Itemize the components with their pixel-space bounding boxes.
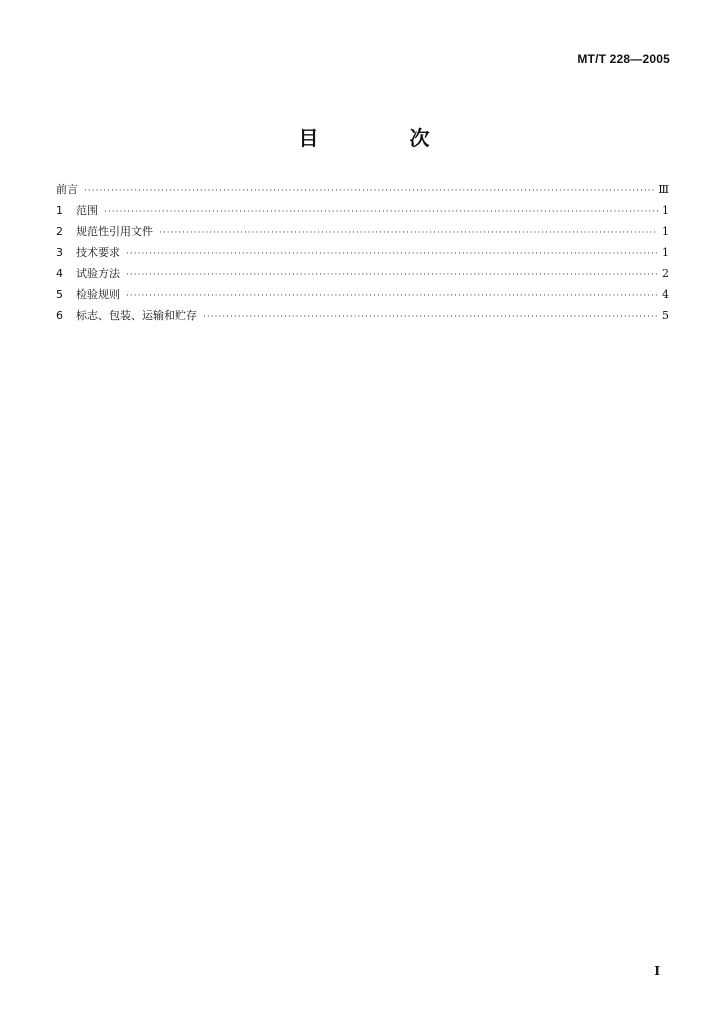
toc-entry-text: 检验规则 <box>76 288 120 301</box>
toc-leader-dots <box>126 270 658 280</box>
toc-leader-dots <box>159 228 658 238</box>
toc-leader-dots <box>203 312 658 322</box>
toc-entry-page: 4 <box>662 288 669 301</box>
toc-leader-dots <box>104 207 658 217</box>
toc-entry-number: 4 <box>56 267 63 280</box>
toc-leader-dots <box>126 291 658 301</box>
document-code: MT/T 228—2005 <box>577 52 670 66</box>
toc-entry-page: 2 <box>662 267 669 280</box>
toc-entry-text: 标志、包装、运输和贮存 <box>76 309 197 322</box>
toc-entry-5[interactable] <box>56 286 669 307</box>
toc-entry-text: 前言 <box>56 183 78 196</box>
toc-entry-page: 5 <box>662 309 669 322</box>
toc-entry-number: 2 <box>56 225 63 238</box>
toc-entry-number: 5 <box>56 288 63 301</box>
toc-entry-number: 3 <box>56 246 63 259</box>
toc-entry-page: Ⅲ <box>658 183 669 196</box>
table-of-contents <box>56 181 669 328</box>
toc-entry-3[interactable] <box>56 244 669 265</box>
toc-entry-text: 试验方法 <box>76 267 120 280</box>
toc-entry-number: 1 <box>56 204 63 217</box>
toc-leader-dots <box>126 249 658 259</box>
toc-entry-2[interactable] <box>56 223 669 244</box>
toc-entry-6[interactable] <box>56 307 669 328</box>
toc-entry-foreword[interactable] <box>56 181 669 202</box>
toc-entry-text: 技术要求 <box>76 246 120 259</box>
toc-entry-1[interactable] <box>56 202 669 223</box>
toc-leader-dots <box>84 186 654 196</box>
toc-entry-4[interactable] <box>56 265 669 286</box>
toc-title: 目 次 <box>298 126 472 150</box>
toc-entry-page: 1 <box>662 246 669 259</box>
page-number: I <box>654 964 660 978</box>
toc-entry-page: 1 <box>662 225 669 238</box>
toc-entry-page: 1 <box>662 204 669 217</box>
toc-entry-text: 规范性引用文件 <box>76 225 153 238</box>
toc-entry-text: 范围 <box>76 204 98 217</box>
toc-entry-number: 6 <box>56 309 63 322</box>
